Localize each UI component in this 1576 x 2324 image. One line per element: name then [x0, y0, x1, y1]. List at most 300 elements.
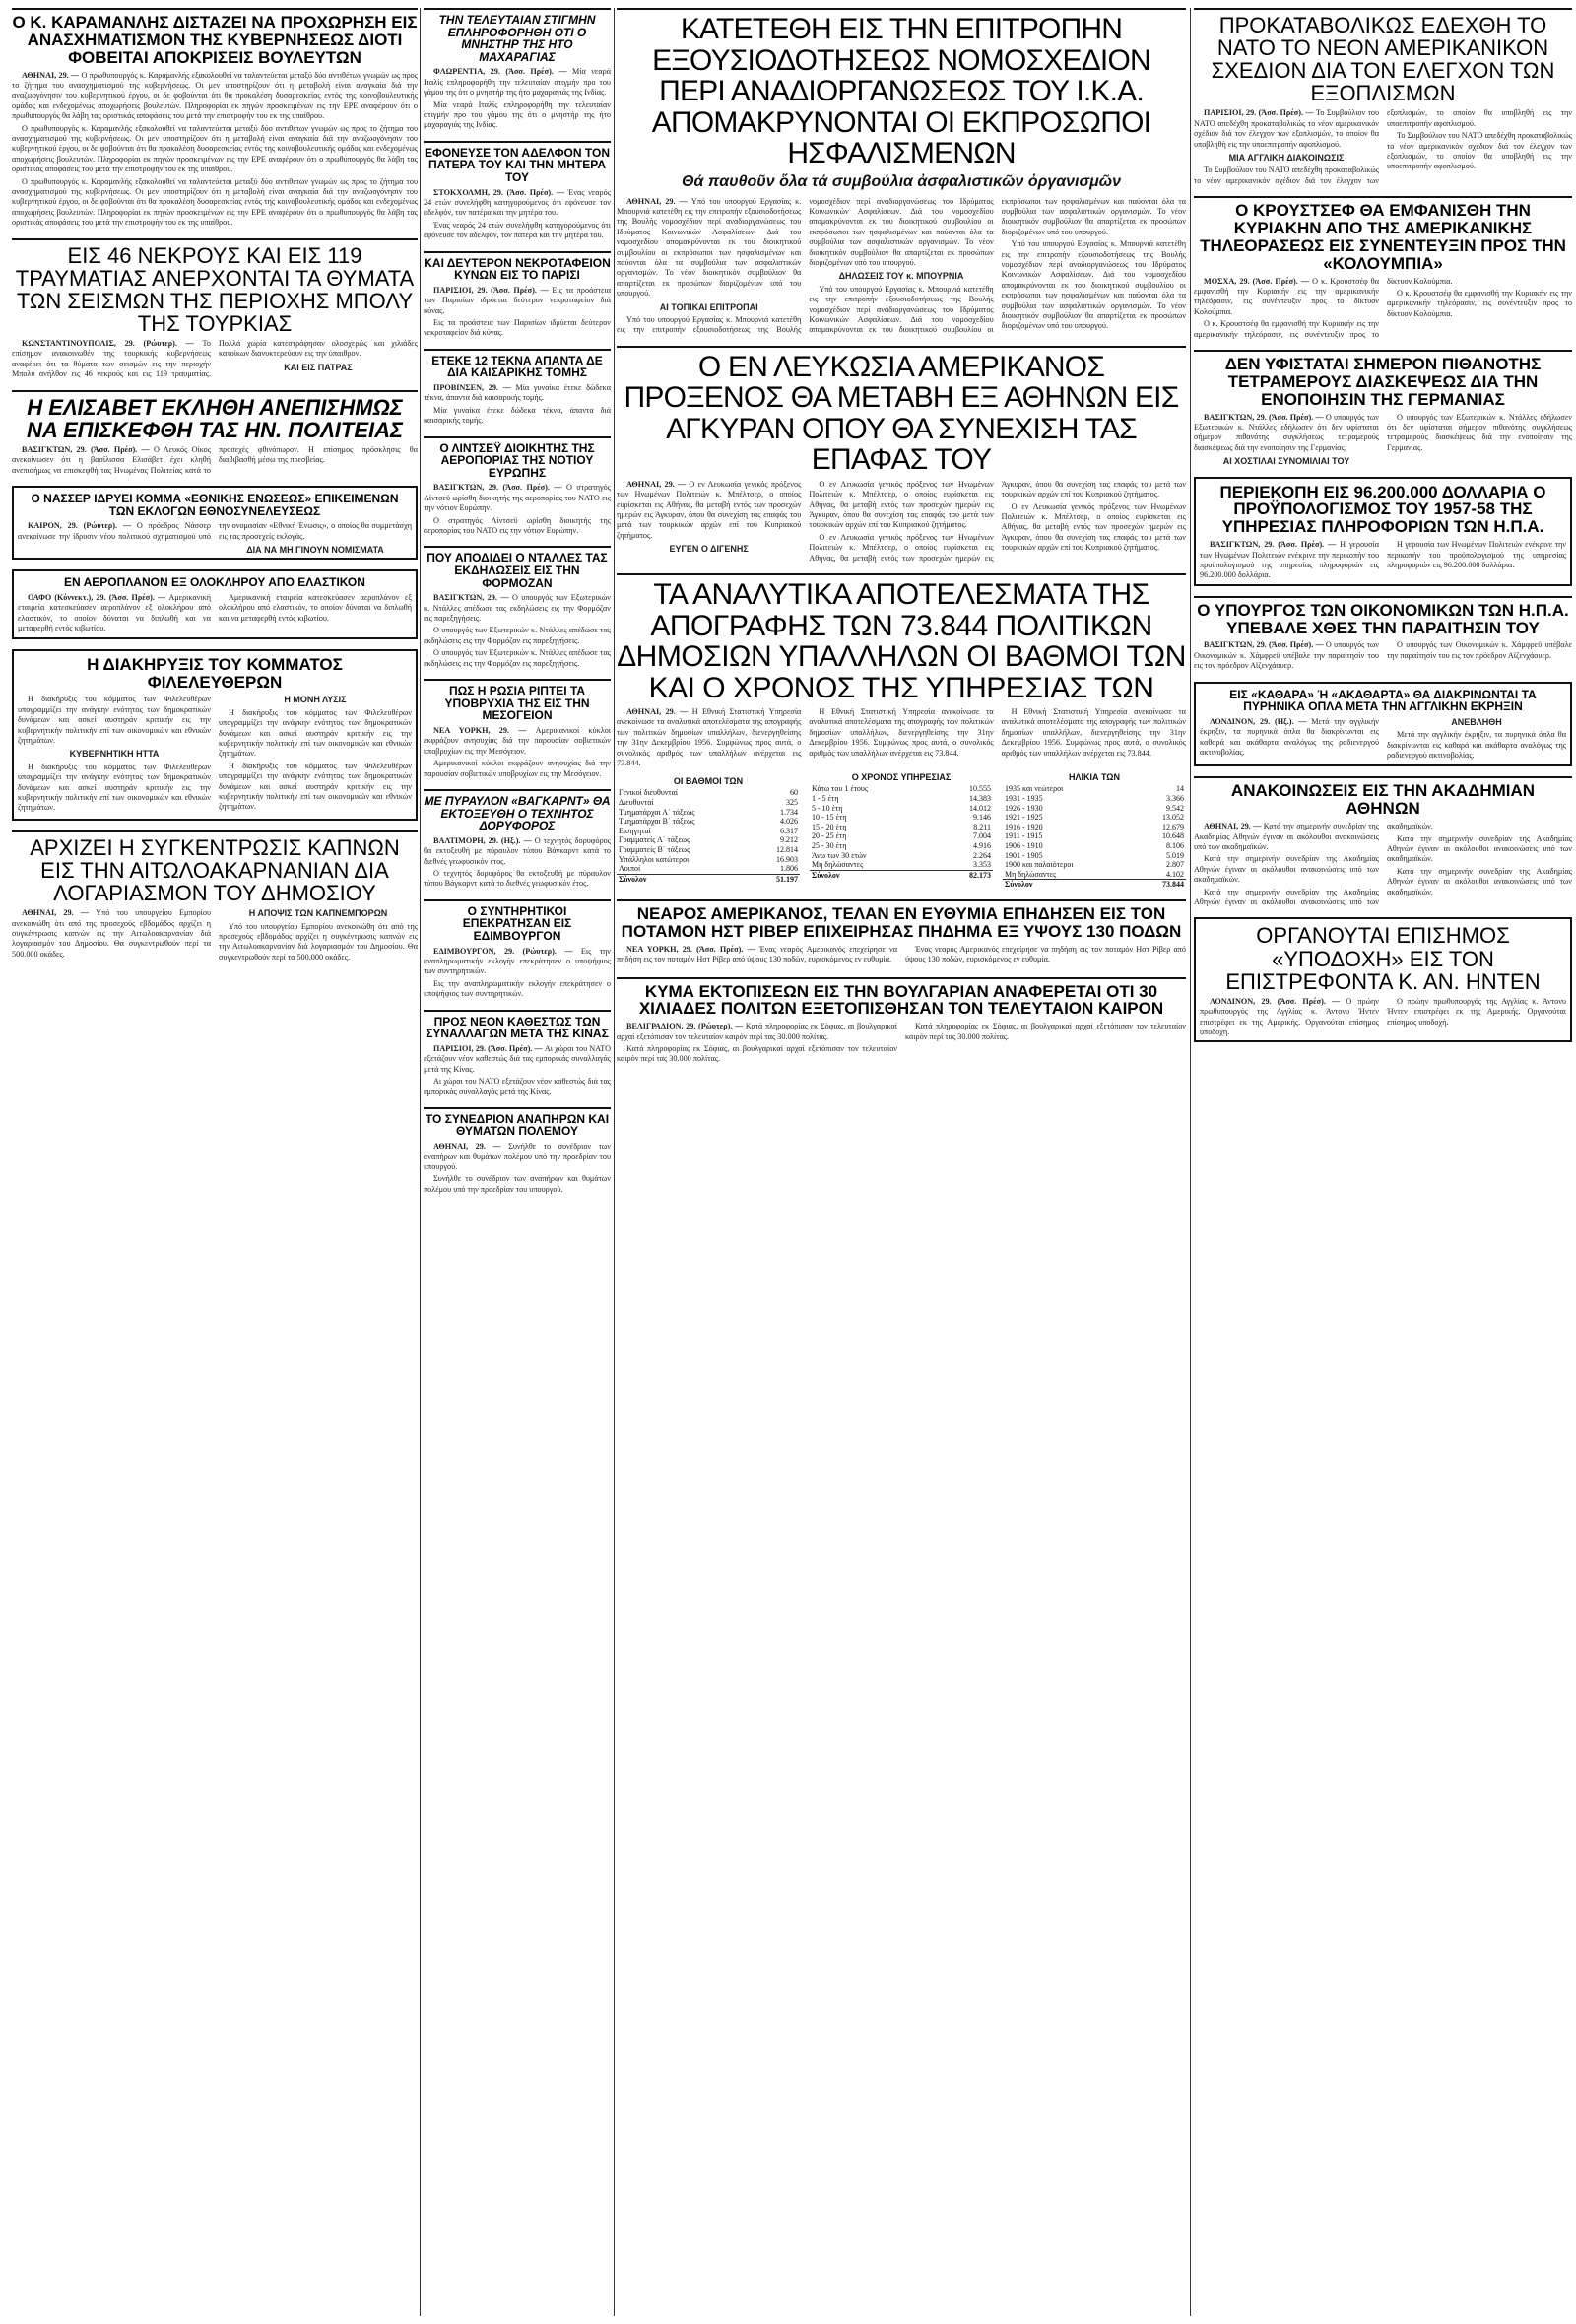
article-paragraph: Η διακήρυξις του κόμματος των Φιλελευθέρων υπογραμμίζει την ανάγκην ενότητος των δημοκρατικών δυνάμεων και ασκεί αυστηράν κριτικήν εις την κυβερνητικήν πολιτικήν επί των οικονομικών και εθνικών ζητημάτων. [219, 707, 412, 759]
article-paragraph: Η γερουσία των Ηνωμένων Πολιτειών ενέκρινε την περικοπήν του προϋπολογισμού της υπηρεσίας πληροφοριών εις 96.200.000 δολλάρια. [1387, 540, 1566, 569]
article [1194, 917, 1572, 1042]
table-cell-value: 6.317 [780, 826, 798, 835]
table-cell-value: 10.555 [969, 784, 991, 794]
article [617, 977, 1186, 1065]
table-cell-value: 7.004 [973, 831, 991, 841]
article-paragraph: Κατά πληροφορίας εκ Σόφιας, αι βουλγαρικαί αρχαί εξετόπισαν τον τελευταίον καιρόν περί τας 30.000 πολίτας. [617, 1044, 897, 1064]
article-dateline: ΑΘΗΝΑΙ, 29. — [1204, 822, 1264, 831]
table-total-row [810, 870, 993, 880]
article-paragraph: ΑΘΗΝΑΙ, 29. — Ο πρωθυπουργός κ. Καραμανλής εξακολουθεί να ταλαντεύεται μεταξύ δύο αντιθέτων γνωμών ως προς το ζήτημα του ανασχηματισμού της κυβερνήσεως. Οι μεν υποστηρίζουν ότι η μεταβολή είναι αναγκαία διά την αναζωογόνησιν του κυβερνητικού έργου, οι δε φοβούνται ότι θα προκαλέση δυσαρεσκείας εντός της κοινοβουλευτικής ομάδος και ενδεχομένως αποχωρήσεις βουλευτών. Πληροφορίαι εκ πηγών προσκειμένων εις την ΕΡΕ αναφέρουν ότι ο πρωθυπουργός θα λάβη τας οριστικάς αποφάσεις του μετά την επιστροφήν του εκ της υπαίθρου. [12, 70, 418, 121]
article-paragraph: Μία νεαρά Ιταλίς επληροφορήθη την τελευταίαν στιγμήν προ του γάμου της ότι ο μνηστήρ της ήτο μαχαραγιάς της Ινδίας. [424, 100, 611, 130]
article-headline: ΠΟΥ ΑΠΟΔΙΔΕΙ Ο ΝΤΑΛΛΕΣ ΤΑΣ ΕΚΔΗΛΩΣΕΙΣ ΕΙΣ ΤΗΝ ΦΟΡΜΟΖΑΝ [427, 551, 608, 590]
stat-table [1003, 784, 1186, 890]
article-rule [1194, 596, 1572, 598]
article-paragraph: ΦΛΩΡΕΝΤΙΑ, 29. (Άσσ. Πρέσ). — Μία νεαρά Ιταλίς επληροφορήθη την τελευταίαν στιγμήν προ του γάμου της ότι ο μνηστήρ της ήτο μαχαραγιάς της Ινδίας. [424, 67, 611, 98]
article [1194, 477, 1572, 586]
article [12, 486, 418, 560]
table-cell-label: Διευθυνταί [619, 798, 654, 808]
article-subhead: ΚΑΙ ΕΙΣ ΠΑΤΡΑΣ [284, 362, 353, 372]
article-subhead: ΑΝΕΒΛΗΘΗ [1451, 716, 1502, 727]
article-paragraph: ΜΟΣΧΑ, 29. (Άσσ. Πρέσ). — Ο κ. Κρουστσέφ θα εμφανισθή την Κυριακήν εις την αμερικανικήν τηλεόρασιν, εις συνέντευξιν προς το δίκτυον Κολούμπια. [1194, 276, 1380, 316]
table-cell-label: Μη δηλώσαντες [1005, 869, 1057, 879]
article [12, 8, 418, 229]
table-cell-value: 82.173 [938, 870, 993, 880]
article [617, 8, 1186, 336]
article-dateline: ΑΘΗΝΑΙ, 29. — [22, 908, 97, 918]
table-cell-value: 12.679 [1162, 822, 1184, 831]
article-headline: ΤΑ ΑΝΑΛΥΤΙΚΑ ΑΠΟΤΕΛΕΣΜΑΤΑ ΤΗΣ ΑΠΟΓΡΑΦΗΣ ΤΩΝ 73.844 ΠΟΛΙΤΙΚΩΝ ΔΗΜΟΣΙΩΝ ΥΠΑΛΛΗΛΩΝ ΟΙ ΒΑΘΜΟΙ ΤΩΝ ΚΑΙ Ο ΧΡΟΝΟΣ ΤΗΣ ΥΠΗΡΕΣΙΑΣ ΤΩΝ [617, 578, 1186, 704]
article-paragraph: Το Συμβούλιον του ΝΑΤΟ απεδέχθη προκαταβολικώς το νέον αμερικανικόν σχέδιον διά τον έλεγχον των εξοπλισμών, το οποίον θα υποβληθή εις την υποεπιτροπήν αφοπλισμού. [1387, 131, 1572, 171]
table-row [617, 798, 800, 808]
table-cell-label: Εισηγηταί [619, 826, 651, 835]
table-cell-label: Υπάλληλοι κατώτεροι [619, 854, 690, 864]
article [1194, 8, 1572, 186]
article-paragraph: Αι χώραι του ΝΑΤΟ εξετάζουν νέον καθεστώς διά τας εμπορικάς συναλλαγάς μετά της Κίνας. [424, 1076, 611, 1096]
article [12, 830, 418, 963]
table-cell-value: 1.734 [780, 807, 798, 817]
article [424, 1010, 611, 1097]
article-headline: ΕΙΣ «ΚΑΘΑΡΑ» Ή «ΑΚΑΘΑΡΤΑ» ΘΑ ΔΙΑΚΡΙΝΩΝΤΑΙ ΤΑ ΠΥΡΗΝΙΚΑ ΟΠΛΑ ΜΕΤΑ ΤΗΝ ΑΓΓΛΙΚΗΝ ΕΚΡΗΞΙΝ [1229, 687, 1537, 714]
article-rule [1194, 8, 1572, 10]
article-paragraph: Η διακήρυξις του κόμματος των Φιλελευθέρων υπογραμμίζει την ανάγκην ενότητος των δημοκρατικών δυνάμεων και ασκεί αυστηράν κριτικήν εις την κυβερνητικήν πολιτικήν επί των οικονομικών και εθνικών ζητημάτων. [18, 762, 211, 813]
article-paragraph: ΣΤΟΚΧΟΛΜΗ, 29. (Άσσ. Πρέσ). — Ένας νεαρός 24 ετών συνελήφθη κατηγορούμενος ότι εφόνευσε τον αδελφόν, τον πατέρα και την μητέρα του. [424, 187, 611, 218]
article-paragraph: Η διακήρυξις του κόμματος των Φιλελευθέρων υπογραμμίζει την ανάγκην ενότητος των δημοκρατικών δυνάμεων και ασκεί αυστηράν κριτικήν εις την κυβερνητικήν πολιτικήν επί των οικονομικών και εθνικών ζητημάτων. [18, 695, 211, 745]
article-headline: ΟΡΓΑΝΟΥΤΑΙ ΕΠΙΣΗΜΟΣ «ΥΠΟΔΟΧΗ» ΕΙΣ ΤΟΝ ΕΠΙΣΤΡΕΦΟΝΤΑ Κ. ΑΝ. ΗΝΤΕΝ [1225, 923, 1541, 994]
article-body [12, 71, 418, 229]
article-body [617, 945, 1186, 967]
table-row [810, 841, 993, 851]
article [1194, 682, 1572, 767]
article-headline: ΝΕΑΡΟΣ ΑΜΕΡΙΚΑΝΟΣ, ΤΕΛΑΝ ΕΝ ΕΥΘΥΜΙΑ ΕΠΗΔΗΣΕΝ ΕΙΣ ΤΟΝ ΠΟΤΑΜΟΝ ΗΣΤ ΡΙΒΕΡ ΕΠΙΧΕΙΡΗΣΑΣ ΠΗΔΗΜΑ ΕΞ ΥΨΟΥΣ 130 ΠΟΔΩΝ [621, 904, 1182, 941]
table-cell-value: 10.648 [1162, 831, 1184, 841]
article-paragraph: ΒΑΣΙΓΚΤΩΝ, 29. — Ο υπουργός των Εξωτερικών κ. Ντάλλες απέδωσε τας εκδηλώσεις εις την Φορμόζαν εις παρεξηγήσεις. [424, 593, 611, 624]
table-cell-value: 73.844 [1138, 880, 1186, 890]
article-dateline: ΟΑΦΟ (Κόννεκτ.), 29. (Άσσ. Πρέσ). — [28, 593, 169, 603]
table-row [1003, 804, 1186, 814]
table-cell-label: 1921 - 1925 [1005, 813, 1043, 823]
table-row [617, 808, 800, 818]
table-row [810, 851, 993, 861]
article-body [424, 286, 611, 339]
table-cell-label: Μη δηλώσαντες [812, 860, 864, 870]
article-dateline: ΒΑΣΙΓΚΤΩΝ, 29. — [433, 593, 512, 603]
article [12, 390, 418, 476]
article-body [424, 836, 611, 890]
article-body [617, 707, 1186, 768]
table-cell-value: 5.019 [1166, 850, 1184, 860]
article-body [12, 445, 418, 476]
article-headline: Ο ΝΑΣΣΕΡ ΙΔΡΥΕΙ ΚΟΜΜΑ «ΕΘΝΙΚΗΣ ΕΝΩΣΕΩΣ» ΕΠΙΚΕΙΜΕΝΩΝ ΤΩΝ ΕΚΛΟΓΩΝ ΕΘΝΟΣΥΝΕΛΕΥΣΕΩΣ [31, 492, 399, 518]
table-cell-value: 2.807 [1166, 860, 1184, 870]
article-dateline: ΠΑΡΙΣΙΟΙ, 29. (Άσσ. Πρέσ). — [433, 285, 553, 295]
table-title: ΟΙ ΒΑΘΜΟΙ ΤΩΝ [673, 776, 744, 787]
article-subhead: Η ΑΠΟΨΙΣ ΤΩΝ ΚΑΠΝΕΜΠΟΡΩΝ [248, 908, 388, 919]
article-headline: ΕΦΟΝΕΥΣΕ ΤΟΝ ΑΔΕΛΦΟΝ ΤΟΝ ΠΑΤΕΡΑ ΤΟΥ ΚΑΙ ΤΗΝ ΜΗΤΕΡΑ ΤΟΥ [425, 145, 610, 184]
article-paragraph: Ο εν Λευκωσία γενικός πρόξενος των Ηνωμένων Πολιτειών κ. Μπέλτσερ, ο οποίος ευρίσκεται εις Αθήνας, θα μεταβή εντός των προσεχών ημερών εις Άγκυραν, όπου θα συνεχίση τας επαφάς του μετά των τουρκικών αρχών επί του Κυπριακού ζητήματος. [809, 479, 1186, 563]
article-dateline: ΕΔΙΜΒΟΥΡΓΟΝ, 29. (Ρώυτερ). — [433, 946, 581, 956]
article [424, 436, 611, 537]
article-paragraph: Μία γυναίκα έτεκε δώδεκα τέκνα, άπαντα διά καισαρικής τομής. [424, 405, 611, 426]
article-headline: Ο ΥΠΟΥΡΓΟΣ ΤΩΝ ΟΙΚΟΝΟΜΙΚΩΝ ΤΩΝ Η.Π.Α. ΥΠΕΒΑΛΕ ΧΘΕΣ ΤΗΝ ΠΑΡΑΙΤΗΣΙΝ ΤΟΥ [1197, 600, 1569, 637]
article-rule [424, 436, 611, 438]
article-body [1200, 997, 1566, 1038]
table-cell-value: 325 [786, 798, 798, 808]
article-dateline: ΛΟΝΔΙΝΟΝ, 29. (Άσσ. Πρέσ). — [1210, 996, 1346, 1006]
article-paragraph: ΒΑΛΤΙΜΟΡΗ, 29. (Ηξ.). — Ο τεχνητός δορυφόρος θα εκτοξευθή με πύραυλον τύπου Βάγκαρντ κατά το διεθνές γεωφυσικόν έτος. [424, 835, 611, 866]
article-rule [1194, 776, 1572, 778]
article-paragraph: Κατά την σημερινήν συνεδρίαν της Ακαδημίας Αθηνών έγιναν αι ακόλουθοι ανακοινώσεις υπό των ακαδημαϊκών. [1194, 854, 1379, 885]
table-cell-value: 4.102 [1166, 869, 1184, 879]
article-body [18, 521, 412, 555]
article-headline: Ο ΛΙΝΤΣΕΫ ΔΙΟΙΚΗΤΗΣ ΤΗΣ ΑΕΡΟΠΟΡΙΑΣ ΤΗΣ ΝΟΤΙΟΥ ΕΥΡΩΠΗΣ [439, 440, 595, 480]
article-dateline: ΑΘΗΝΑΙ, 29. — [626, 479, 690, 489]
article-paragraph: ΑΘΗΝΑΙ, 29. — Συνήλθε το συνέδριον των αναπήρων και θυμάτων πολέμου υπό την προεδρίαν του υπουργού. [424, 1141, 611, 1171]
article [424, 546, 611, 669]
table-row [1003, 841, 1186, 851]
table-cell-label: Γενικοί διευθυνταί [619, 788, 678, 798]
table-row [810, 860, 993, 870]
table-cell-label: Κάτω του 1 έτους [812, 784, 869, 794]
article-dateline: ΠΑΡΙΣΙΟΙ, 29. (Άσσ. Πρέσ). — [433, 1043, 545, 1053]
article-rule [424, 349, 611, 351]
article-rule [617, 8, 1186, 10]
table-cell-value: 60 [790, 788, 798, 798]
article-paragraph: ΕΔΙΜΒΟΥΡΓΟΝ, 29. (Ρώυτερ). — Εις την αναπληρωματικήν εκλογήν επεκράτησεν ο υποψήφιος των συντηρητικών. [424, 946, 611, 976]
article-headline: Ο ΚΡΟΥΣΤΣΕΦ ΘΑ ΕΜΦΑΝΙΣΘΗ ΤΗΝ ΚΥΡΙΑΚΗΝ ΑΠΟ ΤΗΣ ΑΜΕΡΙΚΑΝΙΚΗΣ ΤΗΛΕΟΡΑΣΕΩΣ ΕΙΣ ΣΥΝΕΝΤΕΥΞΙΝ ΠΡΟΣ ΤΗΝ «ΚΟΛΟΥΜΠΙΑ» [1200, 201, 1566, 273]
article-dateline: ΒΑΣΙΓΚΤΩΝ, 29. (Άσσ. Πρέσ). — [22, 444, 154, 454]
article-headline: Η ΔΙΑΚΗΡΥΞΙΣ ΤΟΥ ΚΟΜΜΑΤΟΣ ΦΙΛΕΛΕΥΘΕΡΩΝ [87, 654, 343, 692]
article-body [1194, 108, 1572, 186]
table-cell-value: 8.211 [973, 822, 991, 831]
article-body [424, 726, 611, 779]
table-row [810, 804, 993, 814]
article-paragraph: Υπό του υπουργείου Εμπορίου ανεκοινώθη ότι από της προσεχούς εβδομάδος αρχίζει η συγκέντρωσις καπνών εις την Αιτωλοακαρνανίαν διά λογαριασμόν του Δημοσίου. Θα συγκεντρωθούν περί τα 500.000 οκάδες. [219, 921, 418, 962]
article [1194, 776, 1572, 907]
article-subhead: ΜΙΑ ΑΓΓΛΙΚΗ ΔΙΑΚΟΙΝΩΣΙΣ [1228, 153, 1345, 163]
article-rule [617, 899, 1186, 901]
article-headline: ΜΕ ΠΥΡΑΥΛΟΝ «ΒΑΓΚΑΡΝΤ» ΘΑ ΕΚΤΟΞΕΥΘΗ Ο ΤΕΧΝΗΤΟΣ ΔΟΡΥΦΟΡΟΣ [424, 793, 611, 833]
article-paragraph: Εις την αναπληρωματικήν εκλογήν επεκράτησεν ο υποψήφιος των συντηρητικών. [424, 978, 611, 999]
column-rule [420, 8, 421, 2316]
article-subheadline: Θά παυθοῦν ὅλα τά συμβούλια ἀσφαλιστικῶν ὀργανισμῶν [682, 172, 1121, 190]
table-row [810, 813, 993, 823]
table-row [617, 864, 800, 874]
table-cell-label: 1926 - 1930 [1005, 803, 1043, 813]
table-row [1003, 823, 1186, 832]
article-headline: ΚΑΤΕΤΕΘΗ ΕΙΣ ΤΗΝ ΕΠΙΤΡΟΠΗΝ ΕΞΟΥΣΙΟΔΟΤΗΣΕΩΣ ΝΟΜΟΣΧΕΔΙΟΝ ΠΕΡΙ ΑΝΑΔΙΟΡΓΑΝΩΣΕΩΣ ΤΟΥ Ι.Κ.Α. ΑΠΟΜΑΚΡΥΝΟΝΤΑΙ ΟΙ ΕΚΠΡΟΣΩΠΟΙ ΗΣΦΑΛΙΣΜΕΝΩΝ [651, 13, 1151, 169]
article-headline: ΕΙΣ 46 ΝΕΚΡΟΥΣ ΚΑΙ ΕΙΣ 119 ΤΡΑΥΜΑΤΙΑΣ ΑΝΕΡΧΟΝΤΑΙ ΤΑ ΘΥΜΑΤΑ ΤΩΝ ΣΕΙΣΜΩΝ ΤΗΣ ΠΕΡΙΟΧΗΣ ΜΠΟΛΥ ΤΗΣ ΤΟΥΡΚΙΑΣ [15, 242, 415, 336]
table-cell-label: 1901 - 1905 [1005, 850, 1043, 860]
article-body [424, 1142, 611, 1195]
table-cell-label: Τμηματάρχαι Β΄ τάξεως [619, 817, 695, 827]
article-dateline: ΠΡΟΒΙΝΣΕΝ, 29. — [433, 383, 516, 393]
article-body [424, 383, 611, 427]
article-dateline: ΒΑΣΙΓΚΤΩΝ, 29. (Άσσ. Πρέσ). — [1204, 640, 1326, 650]
article-paragraph: ΚΑΙΡΟΝ, 29. (Ρώυτερ). — Ο πρόεδρος Νάσσερ ανεκοίνωσε την ίδρυσιν νέου πολιτικού σχηματισμού υπό την ονομασίαν «Εθνική Ένωσις», ο οποίος θα συμμετάσχη εις τας προσεχείς εκλογάς. [18, 521, 412, 541]
article-headline: ΚΥΜΑ ΕΚΤΟΠΙΣΕΩΝ ΕΙΣ ΤΗΝ ΒΟΥΛΓΑΡΙΑΝ ΑΝΑΦΕΡΕΤΑΙ ΟΤΙ 30 ΧΙΛΙΑΔΕΣ ΠΟΛΙΤΩΝ ΕΞΕΤΟΠΙΣΘΗΣΑΝ ΤΟΝ ΤΕΛΕΥΤΑΙΟΝ ΚΑΙΡΟΝ [638, 981, 1164, 1019]
article-paragraph: ΛΟΝΔΙΝΟΝ, 29. (Ηξ.). — Μετά την αγγλικήν έκρηξιν, τα πυρηνικά όπλα θα διακρίνωνται εις καθαρά και ακάθαρτα αναλόγως της ραδιενεργού ακτινοβολίας. [1200, 716, 1379, 758]
article [12, 238, 418, 380]
article-rule [424, 251, 611, 253]
article-paragraph: Ο υπουργός των Εξωτερικών κ. Ντάλλες απέδωσε τας εκδηλώσεις εις την Φορμόζαν εις παρεξηγήσεις. [424, 626, 611, 645]
article-paragraph: Ο πρώην πρωθυπουργός της Αγγλίας κ. Άντονυ Ήντεν επιστρέφει εκ της Αμερικής. Οργανούται επίσημος υποδοχή. [1387, 996, 1566, 1027]
article-dateline: ΑΘΗΝΑΙ, 29. — [433, 1141, 509, 1151]
article [424, 899, 611, 1000]
article-rule [617, 346, 1186, 348]
table-row [1003, 813, 1186, 823]
article-paragraph: ΠΑΡΙΣΙΟΙ, 29. (Άσσ. Πρέσ). — Εις τα προάστεια των Παρισίων ιδρύεται δεύτερον νεκροταφείον διά κύνας. [424, 285, 611, 315]
article-body [424, 947, 611, 1000]
article [12, 649, 418, 821]
article-paragraph: ΠΡΟΒΙΝΣΕΝ, 29. — Μία γυναίκα έτεκε δώδεκα τέκνα, άπαντα διά καισαρικής τομής. [424, 383, 611, 403]
article-dateline: ΒΑΣΙΓΚΤΩΝ, 29. (Άσσ. Πρέσ). — [1204, 412, 1326, 422]
table-row [617, 827, 800, 836]
article-body [617, 480, 1186, 564]
table-cell-label: 5 - 10 έτη [812, 803, 843, 813]
table-cell-value: 9.212 [780, 835, 798, 845]
article [617, 899, 1186, 967]
article-paragraph: ΒΕΛΙΓΡΑΔΙΟΝ, 29. (Ρώυτερ). — Κατά πληροφορίας εκ Σόφιας, αι βουλγαρικαί αρχαί εξετόπισαν τον τελευταίον καιρόν περί τας 30.000 πολίτας. [617, 1022, 898, 1041]
article-paragraph: Ο κ. Κρουστσέφ θα εμφανισθή την Κυριακήν εις την αμερικανικήν τηλεόρασιν, εις συνέντευξιν προς το δίκτυον Κολούμπια. [1387, 289, 1572, 318]
article-headline: ΠΩΣ Η ΡΩΣΙΑ ΡΙΠΤΕΙ ΤΑ ΥΠΟΒΡΥΧΙΑ ΤΗΣ ΕΙΣ ΤΗΝ ΜΕΣΟΓΕΙΟΝ [444, 684, 590, 723]
article-paragraph: ΒΑΣΙΓΚΤΩΝ, 29. (Άσσ. Πρέσ). — Ο Λευκός Οίκος ανεκοίνωσεν ότι η βασίλισσα Ελισάβετ έχει κληθή ανεπισήμως να επισκεφθή τας Ηνωμένας Πολιτείας κατά το προσεχές φθινόπωρον. Η επίσημος πρόσκλησις θα διαβιβασθή μέσω της πρεσβείας. [12, 444, 418, 475]
table-row [1003, 794, 1186, 804]
table-cell-label: Άνω των 30 ετών [812, 850, 867, 860]
article [12, 569, 418, 638]
table-row [1003, 860, 1186, 870]
table-cell-value: 3.366 [1166, 794, 1184, 804]
article-headline: ΑΡΧΙΖΕΙ Η ΣΥΓΚΕΝΤΡΩΣΙΣ ΚΑΠΝΩΝ ΕΙΣ ΤΗΝ ΑΙΤΩΛΟΑΚΑΡΝΑΝΙΑΝ ΔΙΑ ΛΟΓΑΡΙΑΣΜΟΝ ΤΟΥ ΔΗΜΟΣΙΟΥ [30, 834, 400, 905]
article-paragraph: Ο στρατηγός Λίντσεϋ ωρίσθη διοικητής της αεροπορίας του ΝΑΤΟ εις την νότιον Ευρώπην. [424, 515, 611, 536]
article-headline: ΠΡΟΣ ΝΕΟΝ ΚΑΘΕΣΤΩΣ ΤΩΝ ΣΥΝΑΛΛΑΓΩΝ ΜΕΤΑ ΤΗΣ ΚΙΝΑΣ [426, 1014, 609, 1041]
article-paragraph: Η διακήρυξις του κόμματος των Φιλελευθέρων υπογραμμίζει την ανάγκην ενότητος των δημοκρατικών δυνάμεων και ασκεί αυστηράν κριτικήν εις την κυβερνητικήν πολιτικήν επί των οικονομικών και εθνικών ζητημάτων. [219, 761, 412, 812]
table-cell-value: 9.542 [1166, 803, 1184, 813]
stat-table [617, 788, 800, 884]
article-body [424, 483, 611, 536]
table-cell-value: 4.916 [973, 841, 991, 851]
article-headline: Ο ΣΥΝΤΗΡΗΤΙΚΟΙ ΕΠΕΚΡΑΤΗΣΑΝ ΕΙΣ ΕΔΙΜΒΟΥΡΓΟΝ [462, 903, 572, 943]
article-rule [424, 141, 611, 143]
article-headline: ΚΑΙ ΔΕΥΤΕΡΟΝ ΝΕΚΡΟΤΑΦΕΙΟΝ ΚΥΝΩΝ ΕΙΣ ΤΟ ΠΑΡΙΣΙ [424, 255, 611, 283]
article [1194, 596, 1572, 672]
table-cell-label: 1916 - 1920 [1005, 822, 1043, 831]
table-cell-label: 15 - 20 έτη [812, 822, 847, 831]
article [424, 679, 611, 779]
table-row [617, 855, 800, 865]
article-body [617, 197, 1186, 336]
table-cell-value: 2.264 [973, 850, 991, 860]
table-cell-label: Σύνολον [1003, 880, 1138, 890]
article-paragraph: Ο πρωθυπουργός κ. Καραμανλής εξακολουθεί να ταλαντεύεται μεταξύ δύο αντιθέτων γνωμών ως προς το ζήτημα του ανασχηματισμού της κυβερνήσεως. Οι μεν υποστηρίζουν ότι η μεταβολή είναι αναγκαία διά την αναζωογόνησιν του κυβερνητικού έργου, οι δε φοβούνται ότι θα προκαλέση δυσαρεσκείας εντός της κοινοβουλευτικής ομάδος και ενδεχομένως αποχωρήσεις βουλευτών. Πληροφορίαι εκ πηγών προσκειμένων εις την ΕΡΕ αναφέρουν ότι ο πρωθυπουργός θα λάβη τας οριστικάς αποφάσεις του μετά την επιστροφήν του εκ της υπαίθρου. [12, 123, 418, 174]
table-row [1003, 870, 1186, 880]
table-row [1003, 831, 1186, 841]
article [1194, 350, 1572, 467]
table-row [617, 835, 800, 845]
article [1194, 196, 1572, 340]
article-paragraph: ΒΑΣΙΓΚΤΩΝ, 29. (Άσσ. Πρέσ). — Η γερουσία των Ηνωμένων Πολιτειών ενέκρινε την περικοπήν του προϋπολογισμού της υπηρεσίας πληροφοριών εις 96.200.000 δολλάρια. [1200, 540, 1380, 580]
article-paragraph: Η Εθνική Στατιστική Υπηρεσία ανεκοίνωσε τα αναλυτικά αποτελέσματα της απογραφής των πολιτικών δημοσίων υπαλλήλων, διενεργηθείσης την 31ην Δεκεμβρίου 1956. Συμφώνως προς αυτά, ο συνολικός αριθμός των υπαλλήλων ανέρχεται εις 73.844. [809, 707, 994, 758]
article-dateline: ΜΟΣΧΑ, 29. (Άσσ. Πρέσ). — [1204, 276, 1313, 286]
article-headline: ΑΝΑΚΟΙΝΩΣΕΙΣ ΕΙΣ ΤΗΝ ΑΚΑΔΗΜΙΑΝ ΑΘΗΝΩΝ [1230, 781, 1536, 819]
table-cell-label: 1900 και παλαιότεροι [1005, 860, 1074, 870]
article-headline: ΠΡΟΚΑΤΑΒΟΛΙΚΩΣ ΕΔΕΧΘΗ ΤΟ ΝΑΤΟ ΤΟ ΝΕΟΝ ΑΜΕΡΙΚΑΝΙΚΟΝ ΣΧΕΔΙΟΝ ΔΙΑ ΤΟΝ ΕΛΕΓΧΟΝ ΤΩΝ ΕΞΟΠΛΙΣΜΩΝ [1211, 13, 1555, 106]
article-paragraph: Ο υπουργός των Εξωτερικών κ. Ντάλλες εδήλωσεν ότι δεν υφίσταται σήμερον πιθανότης συγκλήσεως τετραμερούς διασκέψεως διά την ενοποίησιν της Γερμανίας. [1387, 412, 1572, 452]
article-paragraph: ΑΘΗΝΑΙ, 29. — Υπό του υπουργείου Εμπορίου ανεκοινώθη ότι από της προσεχούς εβδομάδος αρχίζει η συγκέντρωσις καπνών εις την Αιτωλοακαρνανίαν διά λογαριασμόν του Δημοσίου. Θα συγκεντρωθούν περί τα 500.000 οκάδες. [12, 908, 211, 959]
article-headline: Η ΕΛΙΣΑΒΕΤ ΕΚΛΗΘΗ ΑΝΕΠΙΣΗΜΩΣ ΝΑ ΕΠΙΣΚΕΦΘΗ ΤΑΣ ΗΝ. ΠΟΛΙΤΕΙΑΣ [27, 394, 403, 442]
article-paragraph: ΑΘΗΝΑΙ, 29. — Υπό του υπουργού Εργασίας κ. Μπουρνιά κατετέθη εις την επιτροπήν εξουσιοδοτήσεως της Βουλής νομοσχέδιον περί αναδιοργανώσεως του Ιδρύματος Κοινωνικών Ασφαλίσεων. Διά του νομοσχεδίου απομακρύνονται εκ του διοικητικού συμβουλίου οι εκπρόσωποι των ησφαλισμένων και παύονται όλα τα συμβούλια των ασφαλιστικών οργανισμών. Το νέον διοικητικόν συμβούλιον θα απαρτίζεται εκ προσώπων διοριζομένων υπό του υπουργού. [617, 196, 802, 299]
table-row [810, 823, 993, 832]
article-paragraph: Ένας νεαρός 24 ετών συνελήφθη κατηγορούμενος ότι εφόνευσε τον αδελφόν, τον πατέρα και την μητέρα του. [424, 220, 611, 240]
article-dateline: ΚΩΝΣΤΑΝΤΙΝΟΥΠΟΛΙΣ, 29. (Ρώυτερ). — [22, 339, 203, 348]
article-rule [424, 1107, 611, 1109]
table-title: Ο ΧΡΟΝΟΣ ΥΠΗΡΕΣΙΑΣ [851, 772, 952, 783]
column-rule [1190, 8, 1191, 2316]
article-dateline: ΒΑΛΤΙΜΟΡΗ, 29. (Ηξ.). — [433, 835, 535, 845]
table-cell-value: 4.026 [780, 817, 798, 827]
table-cell-label: Σύνολον [617, 874, 755, 884]
article-dateline: ΑΘΗΝΑΙ, 29. — [626, 707, 692, 717]
article-body [1200, 540, 1566, 581]
column-4 [1194, 8, 1572, 1052]
table-row [1003, 784, 1186, 794]
article-dateline: ΒΕΛΙΓΡΑΔΙΟΝ, 29. (Ρώυτερ). — [626, 1022, 746, 1031]
article-paragraph: ΟΑΦΟ (Κόννεκτ.), 29. (Άσσ. Πρέσ). — Αμερικανική εταιρεία κατεσκεύασεν αεροπλάνον εξ ολοκλήρου από ελαστικόν, το οποίον δύναται να διπλωθή και να μεταφερθή εντός κιβωτίου. [18, 593, 211, 633]
table-row [617, 788, 800, 798]
article-rule [1194, 196, 1572, 198]
article-headline: ΠΕΡΙΕΚΟΠΗ ΕΙΣ 96.200.000 ΔΟΛΛΑΡΙΑ Ο ΠΡΟΫΠΟΛΟΓΙΣΜΟΣ ΤΟΥ 1957-58 ΤΗΣ ΥΠΗΡΕΣΙΑΣ ΠΛΗΡΟΦΟΡΙΩΝ ΤΩΝ Η.Π.Α. [1219, 482, 1546, 537]
article-rule [424, 8, 611, 10]
article-dateline: ΝΕΑ ΥΟΡΚΗ, 29. — [433, 725, 536, 735]
article-paragraph: Ο πρωθυπουργός κ. Καραμανλής εξακολουθεί να ταλαντεύεται μεταξύ δύο αντιθέτων γνωμών ως προς το ζήτημα του ανασχηματισμού της κυβερνήσεως. Οι μεν υποστηρίζουν ότι η μεταβολή είναι αναγκαία διά την αναζωογόνησιν του κυβερνητικού έργου, οι δε φοβούνται ότι θα προκαλέση δυσαρεσκείας εντός της κοινοβουλευτικής ομάδος και ενδεχομένως αποχωρήσεις βουλευτών. Πληροφορίαι εκ πηγών προσκειμένων εις την ΕΡΕ αναφέρουν ότι ο πρωθυπουργός θα λάβη τας οριστικάς αποφάσεις του μετά την επιστροφήν του εκ της υπαίθρου. [12, 176, 418, 228]
table-cell-label: Γραμματείς Α΄ τάξεως [619, 835, 690, 845]
article-body [1194, 277, 1572, 340]
article-body [424, 188, 611, 241]
article-paragraph: Κατά πληροφορίας εκ Σόφιας, αι βουλγαρικαί αρχαί εξετόπισαν τον τελευταίον καιρόν περί τας 30.000 πολίτας. [905, 1022, 1186, 1041]
article-rule [424, 1010, 611, 1012]
table-cell-label: 10 - 15 έτη [812, 813, 847, 823]
table-cell-label: Λοιποί [619, 864, 641, 874]
table-cell-value: 51.197 [755, 874, 800, 884]
table-row [810, 794, 993, 804]
table-total-row [617, 874, 800, 884]
table-cell-value: 9.146 [973, 813, 991, 823]
table-row [810, 784, 993, 794]
article [424, 789, 611, 890]
article-dateline: ΒΑΣΙΓΚΤΩΝ, 29. (Άσσ. Πρέσ). — [433, 483, 567, 493]
article-paragraph: ΝΕΑ ΥΟΡΚΗ, 29. (Άσσ. Πρέσ). — Ένας νεαρός Αμερικανός επεχείρησε να πηδήση εις τον ποταμόν Ηστ Ρίβερ από ύψους 130 ποδών, ευρισκόμενος εν ευθυμία. [617, 944, 897, 964]
table-cell-value: 12.814 [776, 845, 798, 855]
table-cell-value: 14.012 [969, 803, 991, 813]
article-dateline: ΝΕΑ ΥΟΡΚΗ, 29. (Άσσ. Πρέσ). — [626, 944, 759, 954]
article-paragraph: ΚΩΝΣΤΑΝΤΙΝΟΥΠΟΛΙΣ, 29. (Ρώυτερ). — Το επίσημον ανακοινωθέν της τουρκικής κυβερνήσεως αναφέρει ότι τα θύματα των σεισμών εις την περιοχήν Μπολύ ανήλθον εις 46 νεκρούς και εις 119 τραυματίας. Πολλά χωρία κατεστράφησαν ολοσχερώς και χιλιάδες κατοίκων διανυκτερεύουν εις την ύπαιθρον. [12, 339, 418, 379]
article-paragraph: Ο υπουργός των Οικονομικών κ. Χάμφρεϋ υπέβαλε την παραίτησίν του εις τον πρόεδρον Αϊζενχάουερ. [1387, 640, 1572, 660]
article-headline: Ο ΕΝ ΛΕΥΚΩΣΙΑ ΑΜΕΡΙΚΑΝΟΣ ΠΡΟΞΕΝΟΣ ΘΑ ΜΕΤΑΒΗ ΕΞ ΑΘΗΝΩΝ ΕΙΣ ΑΓΚΥΡΑΝ ΟΠΟΥ ΘΑ ΣΥΝΕΧΙΣΗ ΤΑΣ ΕΠΑΦΑΣ ΤΟΥ [624, 350, 1179, 477]
article-rule [12, 390, 418, 392]
article-paragraph: Ένας νεαρός Αμερικανός επεχείρησε να πηδήση εις τον ποταμόν Ηστ Ρίβερ από ύψους 130 ποδών, ευρισκόμενος εν ευθυμία. [905, 944, 1186, 964]
article-body [424, 67, 611, 130]
article-rule [12, 830, 418, 832]
table-cell-value: 16.903 [776, 854, 798, 864]
article-rule [12, 238, 418, 240]
article-paragraph: Κατά την σημερινήν συνεδρίαν της Ακαδημίας Αθηνών έγιναν αι ακόλουθοι ανακοινώσεις υπό των ακαδημαϊκών. [1387, 833, 1572, 864]
article-dateline: ΠΑΡΙΣΙΟΙ, 29. (Άσσ. Πρέσ). — [1204, 108, 1316, 118]
article-paragraph: ΛΟΝΔΙΝΟΝ, 29. (Άσσ. Πρέσ). — Ο πρώην πρωθυπουργός της Αγγλίας κ. Άντονυ Ήντεν επιστρέφει εκ της Αμερικής. Οργανούται επίσημος υποδοχή. [1200, 996, 1379, 1036]
article-headline: ΤΟ ΣΥΝΕΔΡΙΟΝ ΑΝΑΠΗΡΩΝ ΚΑΙ ΘΥΜΑΤΩΝ ΠΟΛΕΜΟΥ [425, 1111, 610, 1139]
article-body [1194, 413, 1572, 467]
article-paragraph: Εις τα προάστεια των Παρισίων ιδρύεται δεύτερον νεκροταφείον διά κύνας. [424, 318, 611, 338]
article-body [617, 1022, 1186, 1065]
article-paragraph: Μετά την αγγλικήν έκρηξιν, τα πυρηνικά όπλα θα διακρίνωνται εις καθαρά και ακάθαρτα αναλόγως της ραδιενεργού ακτινοβολίας. [1387, 730, 1566, 761]
article-dateline: ΛΟΝΔΙΝΟΝ, 29. (Ηξ.). — [1210, 716, 1312, 726]
article-body [1194, 640, 1572, 671]
table-cell-label: 1931 - 1935 [1005, 794, 1043, 804]
article-paragraph: Συνήλθε το συνέδριον των αναπήρων και θυμάτων πολέμου υπό την προεδρίαν του υπουργού. [424, 1174, 611, 1194]
article-rule [424, 679, 611, 681]
article-rule [12, 8, 418, 10]
article-headline: Ο Κ. ΚΑΡΑΜΑΝΛΗΣ ΔΙΣΤΑΖΕΙ ΝΑ ΠΡΟΧΩΡΗΣΗ ΕΙΣ ΑΝΑΣΧΗΜΑΤΙΣΜΟΝ ΤΗΣ ΚΥΒΕΡΝΗΣΕΩΣ ΔΙΟΤΙ ΦΟΒΕΙΤΑΙ ΑΠΟΚΡΙΣΕΙΣ ΒΟΥΛΕΥΤΩΝ [12, 13, 418, 67]
article-subhead: Η ΜΟΝΗ ΛΥΣΙΣ [284, 695, 347, 705]
article-body [12, 339, 418, 380]
article [617, 573, 1186, 890]
article-body [18, 695, 412, 815]
article-body [424, 1044, 611, 1097]
article-subhead: ΔΗΛΩΣΕΙΣ ΤΟΥ κ. ΜΠΟΥΡΝΙΑ [838, 271, 964, 282]
article-paragraph: Ο κ. Κρουστσέφ θα εμφανισθή την Κυριακήν εις την αμερικανικήν τηλεόρασιν, εις συνέντευξιν προς το δίκτυον Κολούμπια. [1194, 276, 1453, 339]
article-paragraph: Υπό του υπουργού Εργασίας κ. Μπουρνιά κατετέθη εις την επιτροπήν εξουσιοδοτήσεως της Βουλής νομοσχέδιον περί αναδιοργανώσεως του Ιδρύματος Κοινωνικών Ασφαλίσεων. Διά του νομοσχεδίου απομακρύνονται εκ του διοικητικού συμβουλίου οι εκπρόσωποι των ησφαλισμένων και παύονται όλα τα συμβούλια των ασφαλιστικών οργανισμών. Το νέον διοικητικόν συμβούλιον θα απαρτίζεται εκ προσώπων διοριζομένων υπό του υπουργού. [809, 196, 1186, 335]
article-paragraph: ΒΑΣΙΓΚΤΩΝ, 29. (Άσσ. Πρέσ). — Ο στρατηγός Λίντσεϋ ωρίσθη διοικητής της αεροπορίας του ΝΑΤΟ εις την νότιον Ευρώπην. [424, 483, 611, 513]
article-paragraph: Ο υπουργός των Εξωτερικών κ. Ντάλλες απέδωσε τας εκδηλώσεις εις την Φορμόζαν εις παρεξηγήσεις. [424, 648, 611, 668]
table-cell-label: 1 - 5 έτη [812, 794, 839, 804]
article [424, 8, 611, 131]
table-cell-label: Τμηματάρχαι Α΄ τάξεως [619, 807, 695, 817]
table-cell-value: 14.383 [969, 794, 991, 804]
table-cell-value: 13.052 [1162, 813, 1184, 823]
table-title: ΗΛΙΚΙΑ ΤΩΝ [1068, 772, 1121, 783]
table-row [1003, 851, 1186, 861]
article-paragraph: ΝΕΑ ΥΟΡΚΗ, 29. — Αμερικανικοί κύκλοι εκφράζουν ανησυχίας διά την παρουσίαν σοβιετικών υποβρυχίων εις την Μεσόγειον. [424, 725, 611, 756]
article-subhead: ΕΥΓΕΝ Ο ΔΙΓΕΝΗΣ [669, 544, 749, 555]
stat-table [810, 784, 993, 880]
article-paragraph: ΑΘΗΝΑΙ, 29. — Ο εν Λευκωσία γενικός πρόξενος των Ηνωμένων Πολιτειών κ. Μπέλτσερ, ο οποίος ευρίσκεται εις Αθήνας, θα μεταβή εντός των προσεχών ημερών εις Άγκυραν, όπου θα συνεχίση τας επαφάς του μετά των τουρκικών αρχών επί του Κυπριακού ζητήματος. [617, 479, 802, 540]
table-cell-label: Σύνολον [810, 870, 938, 880]
article-dateline: ΑΘΗΝΑΙ, 29. — [22, 70, 82, 80]
table-total-row [1003, 880, 1186, 890]
article-headline: ΤΗΝ ΤΕΛΕΥΤΑΙΑΝ ΣΤΙΓΜΗΝ ΕΠΛΗΡΟΦΟΡΗΘΗ ΟΤΙ Ο ΜΝΗΣΤΗΡ ΤΗΣ ΗΤΟ ΜΑΧΑΡΑΓΙΑΣ [438, 13, 596, 64]
article-headline: ΕΝ ΑΕΡΟΠΛΑΝΟΝ ΕΞ ΟΛΟΚΛΗΡΟΥ ΑΠΟ ΕΛΑΣΤΙΚΟΝ [64, 575, 365, 590]
article-paragraph: Αμερικανική εταιρεία κατεσκεύασεν αεροπλάνον εξ ολοκλήρου από ελαστικόν, το οποίον δύναται να διπλωθή και να μεταφερθή εντός κιβωτίου. [219, 593, 412, 623]
article-paragraph: Υπό του υπουργού Εργασίας κ. Μπουρνιά κατετέθη εις την επιτροπήν εξουσιοδοτήσεως της Βουλής νομοσχέδιον περί αναδιοργανώσεως του Ιδρύματος Κοινωνικών Ασφαλίσεων. Διά του νομοσχεδίου απομακρύνονται εκ του διοικητικού συμβουλίου οι εκπρόσωποι των ησφαλισμένων και παύονται όλα τα συμβούλια των ασφαλιστικών οργανισμών. Το νέον διοικητικόν συμβούλιον θα απαρτίζεται εκ προσώπων διοριζομένων υπό του υπουργού. [1001, 239, 1186, 331]
article-paragraph: ΒΑΣΙΓΚΤΩΝ, 29. (Άσσ. Πρέσ). — Ο υπουργός των Οικονομικών κ. Χάμφρεϋ υπέβαλε την παραίτησίν του εις τον πρόεδρον Αϊζενχάουερ. [1194, 640, 1380, 671]
article-paragraph: Αμερικανικοί κύκλοι εκφράζουν ανησυχίας διά την παρουσίαν σοβιετικών υποβρυχίων εις την Μεσόγειον. [424, 759, 611, 778]
table-cell-label: 25 - 30 έτη [812, 841, 847, 851]
article-paragraph: ΠΑΡΙΣΙΟΙ, 29. (Άσσ. Πρέσ). — Το Συμβούλιον του ΝΑΤΟ απεδέχθη προκαταβολικώς το νέον αμερικανικόν σχέδιον διά τον έλεγχον των εξοπλισμών, το οποίον θα υποβληθή εις την υποεπιτροπήν αφοπλισμού. [1194, 108, 1380, 149]
article-paragraph: Ο τεχνητός δορυφόρος θα εκτοξευθή με πύραυλον τύπου Βάγκαρντ κατά το διεθνές γεωφυσικόν έτος. [424, 868, 611, 889]
article-subhead: ΑΙ ΤΟΠΙΚΑΙ ΕΠΙΤΡΟΠΑΙ [659, 301, 758, 312]
article-rule [617, 573, 1186, 575]
table-cell-label: 1906 - 1910 [1005, 841, 1043, 851]
table-row [617, 817, 800, 827]
article [424, 251, 611, 339]
article-dateline: ΑΘΗΝΑΙ, 29. — [626, 196, 691, 206]
article-body [424, 593, 611, 669]
article-rule [424, 789, 611, 791]
article-body [12, 908, 418, 963]
article-body [1200, 717, 1566, 763]
census-tables [617, 772, 1186, 890]
article-headline: ΔΕΝ ΥΦΙΣΤΑΤΑΙ ΣΗΜΕΡΟΝ ΠΙΘΑΝΟΤΗΣ ΤΕΤΡΑΜΕΡΟΥΣ ΔΙΑΣΚΕΨΕΩΣ ΔΙΑ ΤΗΝ ΕΝΟΠΟΙΗΣΙΝ ΤΗΣ ΓΕΡΜΑΝΙΑΣ [1224, 355, 1542, 409]
table-cell-label: Γραμματείς Β΄ τάξεως [619, 845, 690, 855]
article-dateline: ΣΤΟΚΧΟΛΜΗ, 29. (Άσσ. Πρέσ). — [433, 187, 568, 197]
